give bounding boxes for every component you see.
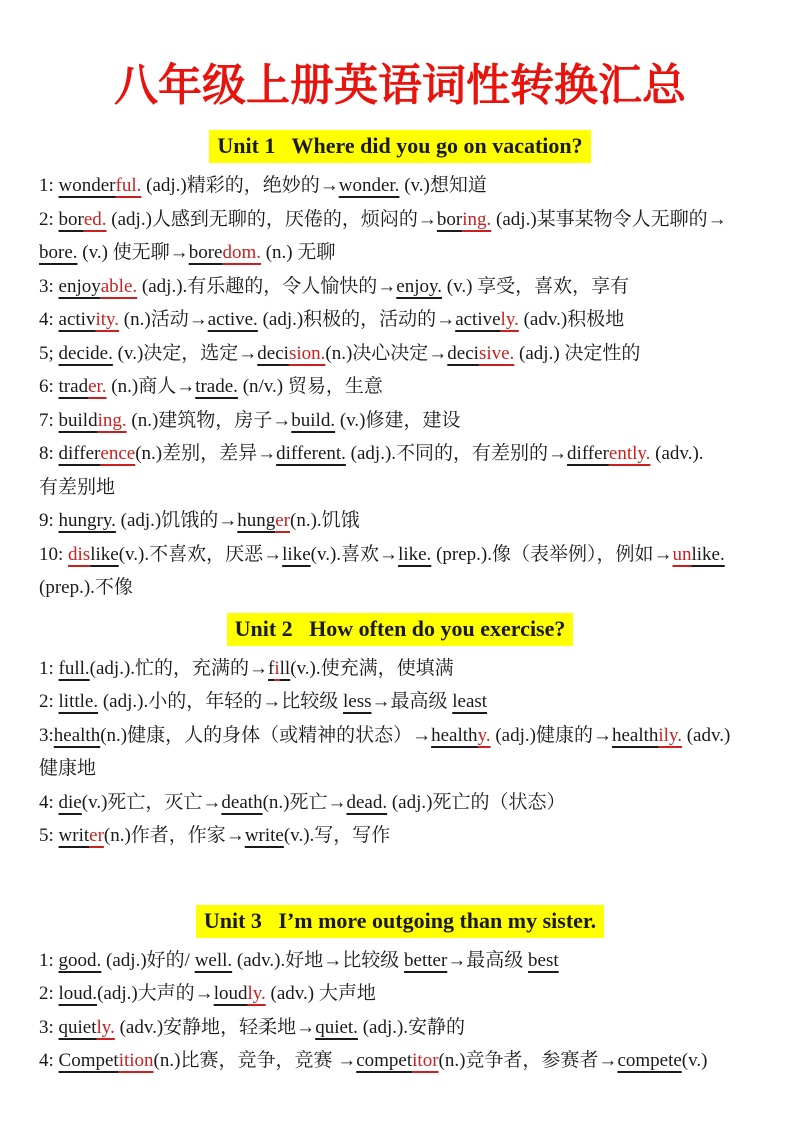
entry-line xyxy=(0,437,800,471)
entry-line xyxy=(0,752,800,786)
word-segment: itor xyxy=(412,1050,439,1071)
word-segment: er xyxy=(275,510,291,531)
word-segment: bor xyxy=(58,208,84,230)
text-segment: (adj.).小的，年轻的→比较级 xyxy=(98,691,343,712)
word-segment: ing. xyxy=(97,409,127,431)
entry-line xyxy=(0,471,800,505)
word-segment: ly. xyxy=(96,1016,115,1038)
word-segment: active xyxy=(455,309,501,330)
word-segment: ly. xyxy=(247,983,266,1004)
text-segment: 3: xyxy=(39,724,54,746)
text-segment: (n.)竞争者，参赛者→ xyxy=(438,1050,618,1071)
word-segment: write xyxy=(244,825,284,846)
word-segment: dis xyxy=(68,543,91,565)
word-segment: sive. xyxy=(478,342,515,364)
word-segment: differ xyxy=(567,443,609,464)
word-segment: deci xyxy=(257,342,289,364)
text-segment: (adv.) 大声地 xyxy=(265,983,376,1004)
entry-line xyxy=(0,169,800,203)
text-segment: (n.)健康，人的身体（或精神的状态）→ xyxy=(100,724,432,746)
entry-line xyxy=(0,236,800,270)
text-segment: 4: xyxy=(39,791,59,813)
entry-line xyxy=(0,1044,800,1078)
text-segment: 2: xyxy=(39,691,59,712)
text-segment: 3: xyxy=(39,275,59,297)
text-segment: 1: xyxy=(39,175,59,196)
word-segment: well. xyxy=(194,949,233,971)
text-segment: 4: xyxy=(39,1050,59,1071)
word-segment: Compet xyxy=(58,1050,119,1071)
text-segment: (v.).喜欢→ xyxy=(310,543,399,565)
text-segment: (v.)决定，选定→ xyxy=(112,342,258,364)
word-segment: ful. xyxy=(115,175,142,196)
text-segment: (adv.) xyxy=(681,724,731,746)
unit-lines xyxy=(0,169,800,605)
word-segment: better xyxy=(404,949,448,971)
unit-header xyxy=(0,905,800,938)
text-segment: (n.)建筑物，房子→ xyxy=(126,409,292,431)
text-segment: (v.) xyxy=(681,1050,708,1071)
text-segment: (adj.).忙的，充满的→ xyxy=(89,657,269,679)
entry-line xyxy=(0,944,800,978)
text-segment: (adj.).有乐趣的，令人愉快的→ xyxy=(137,275,397,297)
text-segment: (adj.).不同的，有差别的→ xyxy=(345,443,568,464)
entry-line xyxy=(0,203,800,237)
entry-line xyxy=(0,1011,800,1045)
text-segment: →最高级 xyxy=(447,949,529,971)
text-segment: 5; xyxy=(39,342,59,364)
unit-section xyxy=(0,613,800,853)
text-segment: 7: xyxy=(39,409,59,431)
text-segment: 6: xyxy=(39,376,59,397)
text-segment: (n.)差别，差异→ xyxy=(135,443,277,464)
text-segment: 10: xyxy=(39,543,69,565)
word-segment: like xyxy=(90,543,119,565)
word-segment: ently. xyxy=(608,443,651,464)
text-segment: (n.).饥饿 xyxy=(290,510,360,531)
word-segment: deci xyxy=(447,342,479,364)
word-segment: enjoy xyxy=(58,275,101,297)
word-segment: decide. xyxy=(58,342,113,364)
text-segment: 2: xyxy=(39,208,59,230)
word-segment: able. xyxy=(100,275,138,297)
text-segment: (adj.)积极的，活动的→ xyxy=(257,309,456,330)
text-segment: (v.).不喜欢，厌恶→ xyxy=(118,543,283,565)
unit-lines xyxy=(0,652,800,853)
word-segment: full. xyxy=(58,657,90,679)
text-segment: →最高级 xyxy=(371,691,453,712)
unit-header-text: Unit 2 How often do you exercise? xyxy=(227,613,574,646)
word-segment: loud. xyxy=(58,983,98,1004)
word-segment: health xyxy=(431,724,478,746)
unit-header-text: Unit 3 I’m more outgoing than my sister. xyxy=(196,905,604,938)
text-segment: 9: xyxy=(39,510,59,531)
entry-line xyxy=(0,786,800,820)
word-segment: sion. xyxy=(288,342,326,364)
word-segment: dom. xyxy=(222,242,261,263)
unit-header xyxy=(0,130,800,163)
text-segment: 4: xyxy=(39,309,59,330)
word-segment: differ xyxy=(58,443,101,464)
word-segment: enjoy. xyxy=(396,275,443,297)
entry-line xyxy=(0,337,800,371)
word-segment: hung xyxy=(237,510,276,531)
word-segment: loud xyxy=(213,983,248,1004)
word-segment: trade. xyxy=(195,376,238,397)
word-segment: build. xyxy=(291,409,336,431)
text-segment: (n.)决心决定→ xyxy=(325,342,448,364)
text-segment: (adv.).好地→比较级 xyxy=(232,949,405,971)
word-segment: er xyxy=(89,825,104,846)
page-title: 八年级上册英语词性转换汇总 xyxy=(114,61,686,110)
text-segment: (n.) 无聊 xyxy=(260,242,336,263)
text-segment: (v.).使充满，使填满 xyxy=(290,657,454,679)
word-segment: best xyxy=(528,949,559,971)
word-segment: like. xyxy=(691,543,725,565)
word-segment: less xyxy=(342,691,372,712)
word-segment: little. xyxy=(58,691,99,712)
word-segment: ll xyxy=(279,657,291,679)
sections xyxy=(0,130,800,1078)
word-segment: ity. xyxy=(95,309,120,330)
word-segment: active. xyxy=(207,309,258,330)
word-segment: compet xyxy=(356,1050,413,1071)
word-segment: writ xyxy=(58,825,90,846)
word-segment: different. xyxy=(276,443,346,464)
word-segment: quiet xyxy=(58,1016,97,1038)
word-segment: trad xyxy=(58,376,89,397)
text-segment: (adj.)精彩的，绝妙的→ xyxy=(141,175,339,196)
text-segment: (adj.).安静的 xyxy=(357,1016,466,1038)
entry-line xyxy=(0,977,800,1011)
text-segment: (v.) 使无聊→ xyxy=(77,242,189,263)
entry-line xyxy=(0,652,800,686)
text-segment: (v.)死亡，灭亡→ xyxy=(81,791,222,813)
word-segment: bor xyxy=(436,208,463,230)
word-segment: ily. xyxy=(658,724,682,746)
unit-lines xyxy=(0,944,800,1078)
text-segment: 1: xyxy=(39,949,59,971)
word-segment: least xyxy=(452,691,488,712)
word-segment: ing. xyxy=(462,208,492,230)
text-segment: 3: xyxy=(39,1016,59,1038)
entry-line xyxy=(0,404,800,438)
text-segment: (v.)想知道 xyxy=(399,175,487,196)
text-segment: (n/v.) 贸易，生意 xyxy=(237,376,383,397)
unit-header xyxy=(0,613,800,646)
word-segment: bore xyxy=(188,242,223,263)
text-segment: (n.)死亡→ xyxy=(262,791,347,813)
unit-section xyxy=(0,130,800,605)
text-segment: (v.).写，写作 xyxy=(283,825,391,846)
word-segment: die xyxy=(58,791,82,813)
word-segment: wonder. xyxy=(338,175,400,196)
text-segment: (v.)修建，建设 xyxy=(335,409,461,431)
entry-line xyxy=(0,270,800,304)
word-segment: er. xyxy=(88,376,107,397)
text-segment: (n.)作者，作家→ xyxy=(103,825,245,846)
text-segment: (prep.).像（表举例），例如→ xyxy=(431,543,673,565)
text-segment: (adj.)人感到无聊的，厌倦的，烦闷的→ xyxy=(106,208,437,230)
word-segment: y. xyxy=(477,724,491,746)
entry-line xyxy=(0,819,800,853)
word-segment: wonder xyxy=(58,175,116,196)
word-segment: quiet. xyxy=(315,1016,358,1038)
text-segment: 健康地 xyxy=(39,758,97,779)
word-segment: health xyxy=(611,724,659,746)
word-segment: ed. xyxy=(83,208,107,230)
text-segment: 5: xyxy=(39,825,59,846)
unit-section xyxy=(0,905,800,1078)
entry-line xyxy=(0,571,800,605)
unit-header-text: Unit 1 Where did you go on vacation? xyxy=(209,130,590,163)
text-segment: 1: xyxy=(39,657,59,679)
word-segment: like. xyxy=(398,543,432,565)
word-segment: ition xyxy=(118,1050,154,1071)
word-segment: ence xyxy=(100,443,136,464)
word-segment: hungry. xyxy=(58,510,116,531)
word-segment: i xyxy=(274,657,280,679)
text-segment: (adj.)某事某物令人无聊的→ xyxy=(491,208,727,230)
text-segment: (adj.)死亡的（状态） xyxy=(387,791,566,813)
entry-line xyxy=(0,685,800,719)
word-segment: activ xyxy=(58,309,96,330)
text-segment: (n.)活动→ xyxy=(119,309,208,330)
text-segment: (v.) 享受，喜欢，享有 xyxy=(442,275,630,297)
word-segment: like xyxy=(282,543,311,565)
entry-line xyxy=(0,538,800,572)
text-segment: (adv.). xyxy=(650,443,704,464)
text-segment: (adj.)饥饿的→ xyxy=(115,510,238,531)
text-segment: (adj.) 决定性的 xyxy=(514,342,641,364)
text-segment: (adj.)大声的→ xyxy=(97,983,214,1004)
word-segment: bore. xyxy=(39,242,78,263)
text-segment: (adj.)健康的→ xyxy=(490,724,612,746)
word-segment: dead. xyxy=(346,791,388,813)
word-segment: death xyxy=(221,791,263,813)
text-segment: (adj.)好的/ xyxy=(101,949,195,971)
word-segment: compete xyxy=(617,1050,682,1071)
text-segment: (prep.).不像 xyxy=(39,577,133,598)
word-segment: f xyxy=(268,657,275,679)
text-segment: 有差别地 xyxy=(39,476,116,498)
word-segment: build xyxy=(58,409,98,431)
text-segment: (adv.)积极地 xyxy=(518,309,625,330)
text-segment: (adv.)安静地，轻柔地→ xyxy=(114,1016,316,1038)
word-segment: ly. xyxy=(500,309,519,330)
text-segment: (n.)比赛，竞争，竞赛 → xyxy=(153,1050,357,1071)
entry-line xyxy=(0,719,800,753)
word-segment: health xyxy=(53,724,101,746)
word-segment: good. xyxy=(58,949,102,971)
entry-line xyxy=(0,504,800,538)
text-segment: 8: xyxy=(39,443,59,464)
text-segment: (n.)商人→ xyxy=(106,376,196,397)
text-segment: 2: xyxy=(39,983,59,1004)
entry-line xyxy=(0,370,800,404)
entry-line xyxy=(0,303,800,337)
word-segment: un xyxy=(672,543,692,565)
